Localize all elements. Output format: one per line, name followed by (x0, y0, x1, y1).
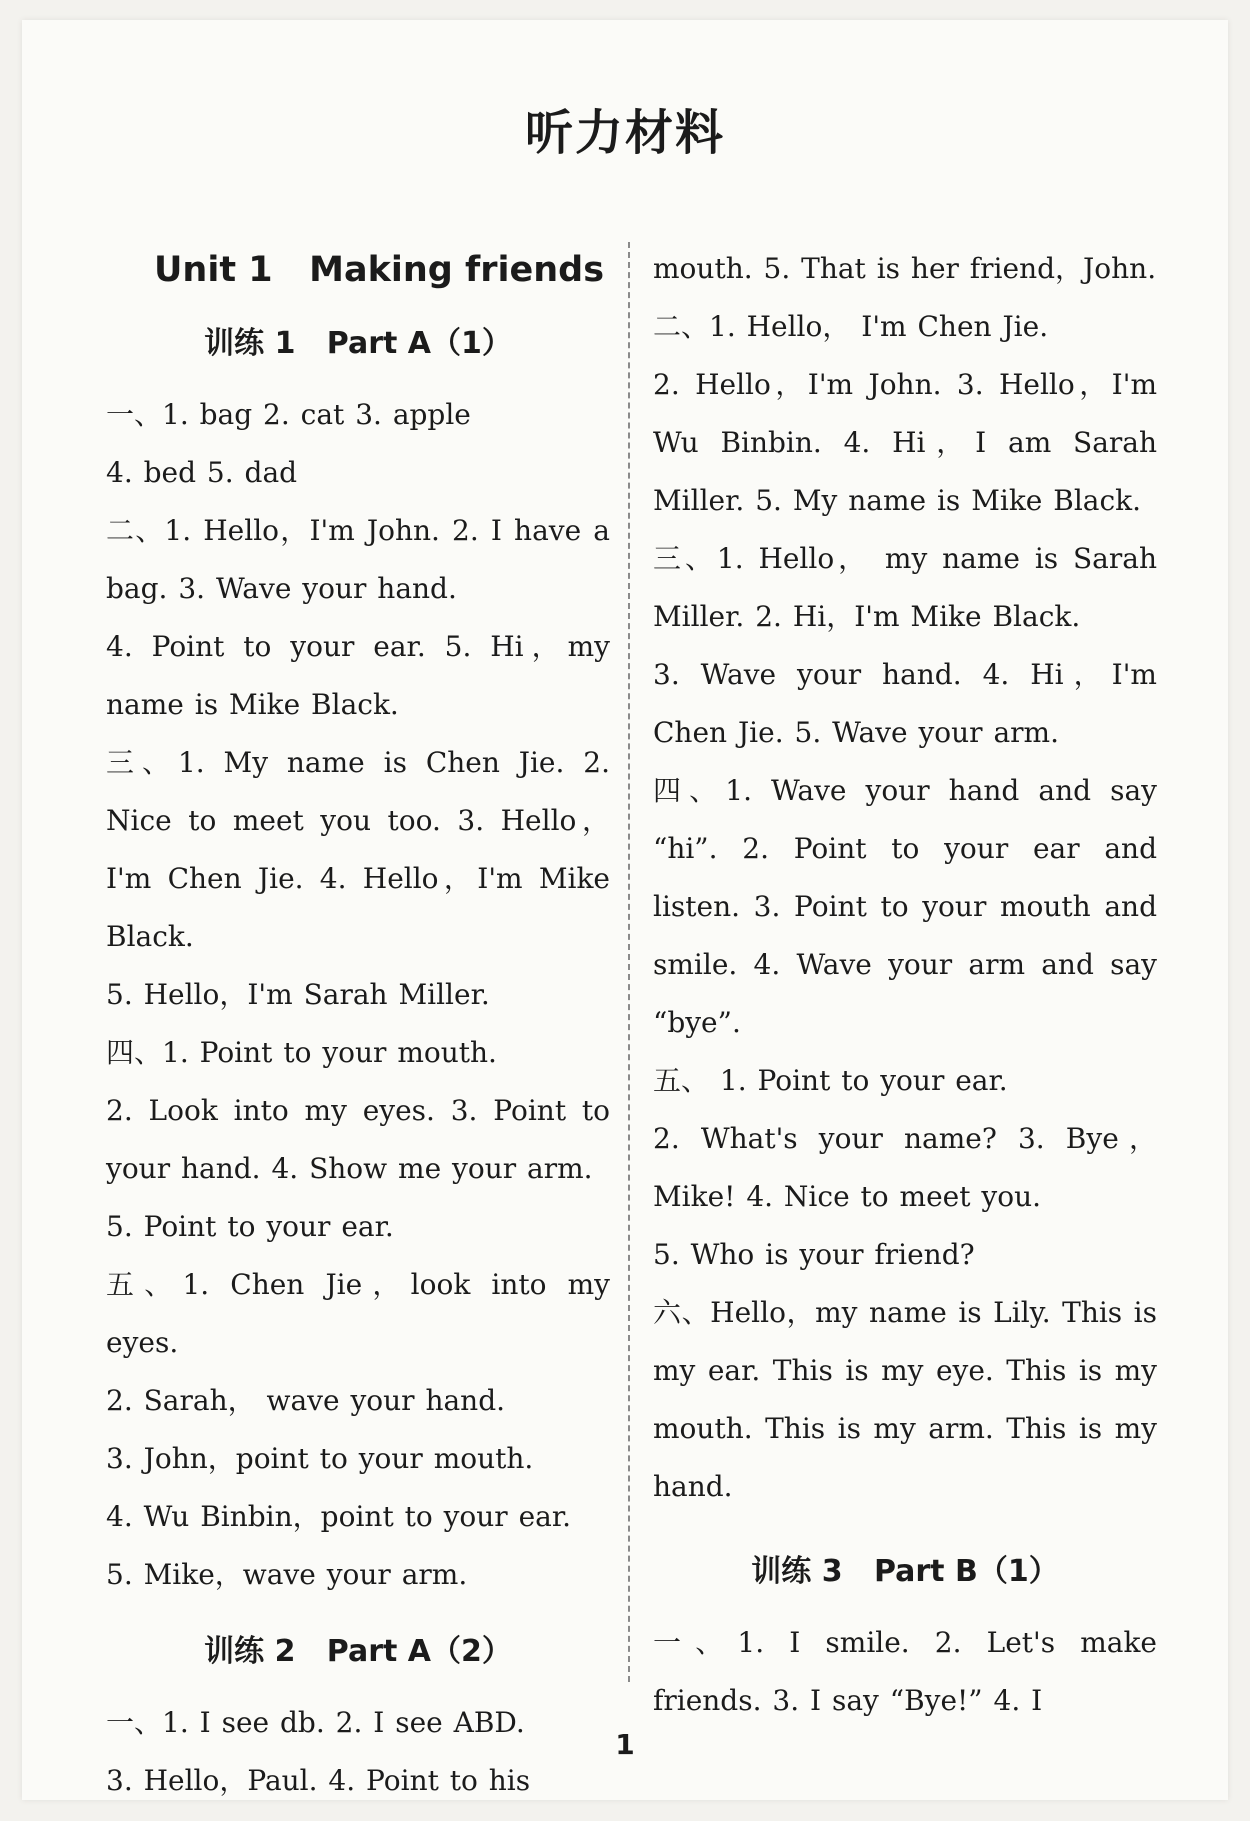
paragraph: 5. Mike，wave your arm. (106, 1558, 468, 1591)
paragraph: 三、1. Hello， my name is Sarah Miller. 2. Hi，I'm Mike Black. (653, 542, 1157, 633)
column-divider (628, 242, 630, 1682)
page-number: 1 (615, 1728, 635, 1761)
paragraph: 5. Point to your ear. (106, 1210, 394, 1243)
paragraph: 四、1. Point to your mouth. (106, 1036, 497, 1069)
paragraph: 2. Look into my eyes. 3. Point to your hand. 4. Show me your arm. (106, 1094, 610, 1185)
paragraph: 5. Hello，I'm Sarah Miller. (106, 978, 490, 1011)
section-title-2: 训练 2 Part A（2） (204, 1634, 512, 1669)
paragraph: 一、1. bag 2. cat 3. apple (106, 398, 471, 431)
right-paragraphs (653, 240, 1157, 1516)
paragraph: mouth. 5. That is her friend，John. (653, 252, 1157, 285)
paragraph: 一、1. I see db. 2. I see ABD. (106, 1706, 525, 1739)
paragraph: 一、1. I smile. 2. Let's make friends. 3. I say “Bye!” 4. I (653, 1626, 1157, 1717)
paragraph: 二、1. Hello，I'm John. 2. I have a bag. 3. Wave your hand. (106, 514, 610, 605)
paragraph: 3. Hello，Paul. 4. Point to his (106, 1764, 531, 1797)
paragraph: 三、1. My name is Chen Jie. 2. Nice to meet you too. 3. Hello，I'm Chen Jie. 4. Hello，I'm Mike Black. (106, 746, 610, 953)
paragraph: 4. Wu Binbin，point to your ear. (106, 1500, 572, 1533)
left-column (106, 232, 610, 1810)
paragraph: 5. Who is your friend? (653, 1238, 975, 1271)
paragraph: 五、 1. Point to your ear. (653, 1064, 1008, 1097)
paragraph: 2. Hello，I'm John. 3. Hello，I'm Wu Binbin. 4. Hi，I am Sarah Miller. 5. My name is Mike Black. (653, 368, 1157, 517)
unit-title: Unit 1 Making friends (154, 250, 605, 290)
document-page (22, 20, 1228, 1800)
paragraph: 2. What's your name? 3. Bye， Mike! 4. Nice to meet you. (653, 1122, 1157, 1213)
right-bottom-paragraphs (653, 1614, 1157, 1730)
paragraph: 4. Point to your ear. 5. Hi，my name is Mike Black. (106, 630, 610, 721)
paragraph: 3. Wave your hand. 4. Hi，I'm Chen Jie. 5. Wave your arm. (653, 658, 1157, 749)
paragraph: 二、1. Hello， I'm Chen Jie. (653, 310, 1049, 343)
section-title-1: 训练 1 Part A（1） (204, 326, 512, 361)
paragraph: 3. John，point to your mouth. (106, 1442, 534, 1475)
section-title-3: 训练 3 Part B（1） (751, 1554, 1059, 1589)
right-column (653, 240, 1157, 1730)
paragraph: 六、Hello，my name is Lily. This is my ear. This is my eye. This is my mouth. This is my arm. This is my hand. (653, 1296, 1157, 1503)
left-paragraphs (106, 386, 610, 1604)
page-title: 听力材料 (524, 105, 725, 161)
paragraph: 五、1. Chen Jie，look into my eyes. (106, 1268, 610, 1359)
paragraph: 4. bed 5. dad (106, 456, 298, 489)
paragraph: 四、1. Wave your hand and say “hi”. 2. Point to your ear and listen. 3. Point to your mouth and smile. 4. Wave your arm and say “bye”. (653, 774, 1157, 1039)
paragraph: 2. Sarah， wave your hand. (106, 1384, 506, 1417)
